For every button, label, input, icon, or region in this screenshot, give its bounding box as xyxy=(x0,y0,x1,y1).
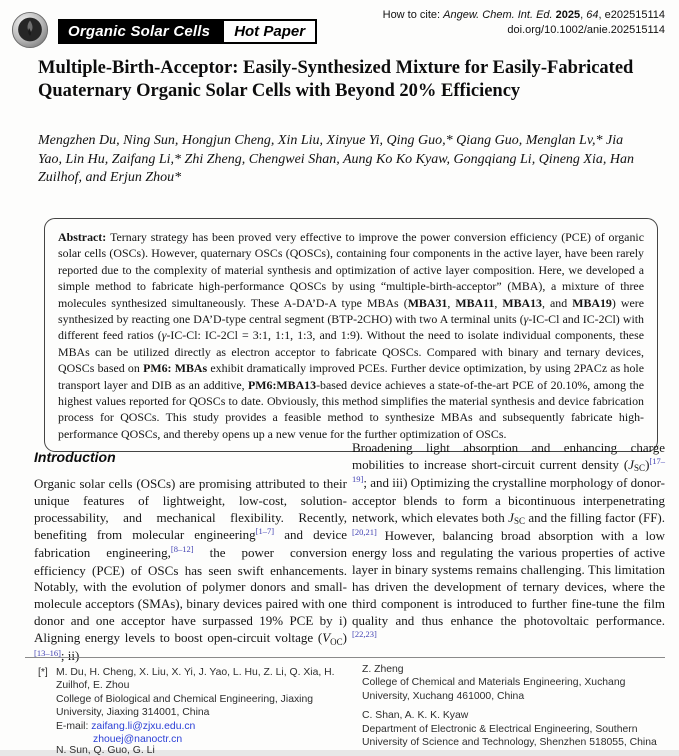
intro-right-column: Broadening light absorption and enhancing charge mobilities to increase short-circuit current density (JSC)[17–19]; and iii) Optimizing the crystalline morphology of donor-acceptor blends to form a bicontinuous interpenetrating network, which elevates both JSC and the filling factor (FF).[20,21] However, balancing broad absorption with a low energy loss and regulating the various properties of active layer in binary systems remains challenging. This limitation has driven the development of ternary devices, where the third component is introduced to further fine-tune the film quality and thus enhance the photovoltaic performance.[22,23] xyxy=(352,440,666,640)
citation-ref[interactable]: [22,23] xyxy=(352,629,377,640)
footnote-author-names: Z. Zheng xyxy=(362,664,404,675)
topic-badge: Organic Solar Cells xyxy=(58,19,222,44)
citation-info xyxy=(383,8,665,38)
citation-ref[interactable]: [20,21] xyxy=(352,527,377,538)
citation-ref[interactable]: [17–19] xyxy=(352,456,665,485)
footnote-affiliation: College of Biological and Chemical Engineering, Jiaxing University, Jiaxing 314001, China xyxy=(56,693,314,719)
email-label: E-mail: xyxy=(56,720,92,732)
section-heading-introduction: Introduction xyxy=(34,449,116,465)
footnote-left xyxy=(38,666,350,746)
footnote-marker: [*] xyxy=(38,667,48,678)
citation-ref[interactable]: [1–7] xyxy=(255,526,275,537)
footnote-affiliation: Department of Electronic & Electrical Engineering, Southern University of Science and Technology, Shenzhen 518055, China xyxy=(362,723,657,749)
email-link-1[interactable]: zaifang.li@zjxu.edu.cn xyxy=(91,720,196,732)
header-badges xyxy=(58,19,317,44)
footnote-right xyxy=(362,663,667,755)
affiliation-block xyxy=(362,663,667,703)
intro-left-column: Organic solar cells (OSCs) are promising attributed to their unique features of lightweight, low-cost, solution-processability, and mechanical flexibility. Recently, benefiting from molecular engineering[1–7] and device fabrication engineering,[8–12] the power conversion efficiency (PCE) of OSCs has seen swift enhancements. Notably, with the evolution of polymer donors and small-molecule acceptors (SMAs), binary devices paired with one donor and one acceptor have surpassed 19% PCE by i) Aligning energy levels to boost open-circuit voltage (VOC)[13–16]; ii) xyxy=(34,476,347,664)
article-title: Multiple-Birth-Acceptor: Easily-Synthesized Mixture for Easily-Fabricated Quaternary Organic Solar Cells with Beyond 20% Efficiency xyxy=(38,58,634,101)
journal-logo-icon xyxy=(11,11,49,49)
citation-ref[interactable]: [13–16] xyxy=(34,647,61,658)
footnote-cutoff-line: N. Sun, Q. Guo, G. Li xyxy=(56,745,155,756)
footnote-divider xyxy=(25,657,665,658)
footnote-author-names: M. Du, H. Cheng, X. Liu, X. Yi, J. Yao, L. Hu, Z. Li, Q. Xia, H. Zuilhof, E. Zhou xyxy=(56,667,335,692)
doi-line: doi.org/10.1002/anie.202515114 xyxy=(507,24,665,36)
footnote-author-names: C. Shan, A. K. K. Kyaw xyxy=(362,710,469,722)
footnote-affiliation: College of Chemical and Materials Engineering, Xuchang University, Xuchang 461000, China xyxy=(362,677,626,702)
affiliation-block xyxy=(362,709,667,749)
author-list: Mengzhen Du, Ning Sun, Hongjun Cheng, Xin Liu, Xinyue Yi, Qing Guo,* Qiang Guo, Menglan Lv,* Jia Yao, Lin Hu, Zaifang Li,* Zhi Zheng, Chengwei Shan, Aung Ko Ko Kyaw, Gongqiang Li, Qineng Xia, Han Zuilhof, and Erjun Zhou* xyxy=(38,133,634,185)
hot-paper-badge: Hot Paper xyxy=(222,19,317,44)
email-link-2[interactable]: zhouej@nanoctr.cn xyxy=(93,734,183,746)
abstract-box xyxy=(44,218,658,452)
citation-line: How to cite: Angew. Chem. Int. Ed. 2025, 64, e202515114 xyxy=(382,9,665,21)
abstract-text: Abstract: Ternary strategy has been proved very effective to improve the power conversion efficiency (PCE) of organic solar cells (OSCs). However, quaternary OSCs (QOSCs), containing four components in the active layer, have been rarely reported due to the complexity of material synthesis and optimization of active layer composition. Here, we developed a simple method to fabricate high-performance QOSCs by using “multiple-birth-acceptor” (MBA), a mixture of three molecules synthesized simultaneously. These A-DA’D-A type MBAs (MBA31, MBA11, MBA13, and MBA19) were synthesized by reacting one DA’D-type central segment (BTP-2CHO) with two A terminal units (γ-IC-Cl and IC-2Cl) with different feed ratios (γ-IC-Cl: IC-2Cl = 3:1, 1:1, 1:3, and 1:9). Without the need to isolate individual components, these MBAs can be utilized directly as electron acceptor to fabricate QOSCs. Compared with binary and ternary devices, QOSCs based on PM6: MBAs exhibit dramatically improved PCEs. Further device optimization, by using 2PACz as hole transport layer and DIB as an additive, PM6:MBA13-based device achieves a state-of-the-art PCE of 20.10%, among the highest values reported for QOSCs to date. Obviously, this method simplifies the material synthesis and device fabrication process for QOSCs. This study provides a feasible method to synthesize MBAs and subsequently fabricate high-performance QOSCs, and thereby opens up a new venue for the further optimization of OSCs. xyxy=(58,230,644,441)
citation-ref[interactable]: [8–12] xyxy=(170,544,194,555)
